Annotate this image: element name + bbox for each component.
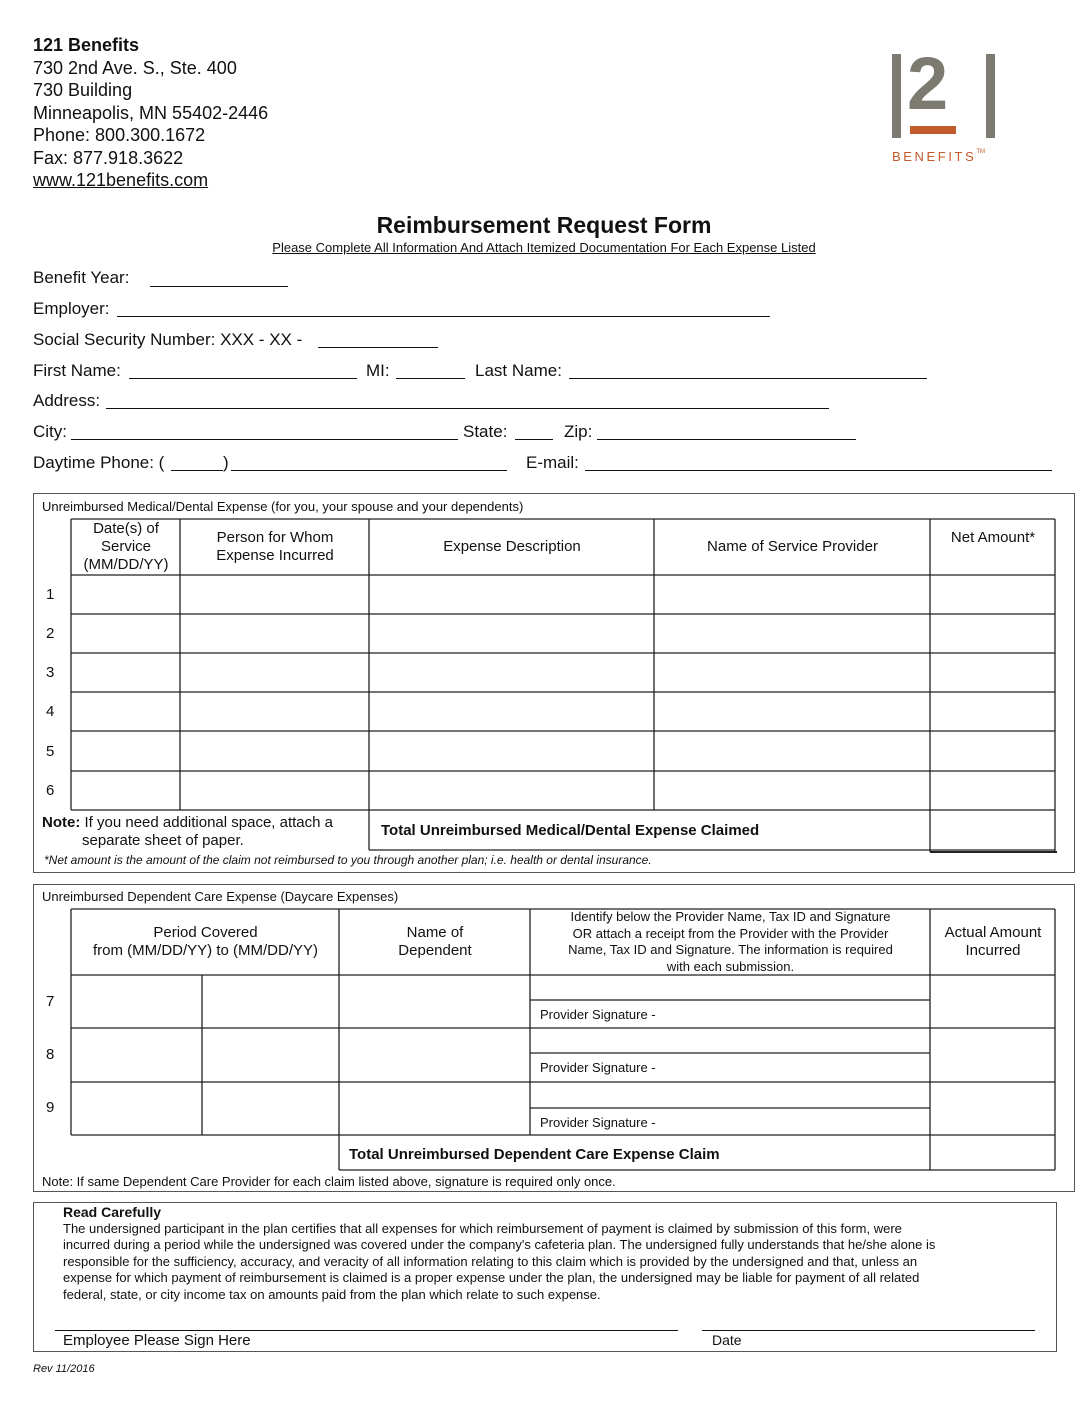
provider-signature-label: Provider Signature -: [540, 1115, 656, 1130]
row-number: 3: [46, 664, 55, 681]
medical-footnote: *Net amount is the amount of the claim not reimbursed to you through another plan; i.e. health or dental insurance.: [44, 853, 652, 867]
row-number: 2: [46, 625, 55, 642]
dependent-total-field[interactable]: [931, 1136, 1055, 1170]
header-dependent: Dependent: [398, 942, 472, 959]
benefit-year-label: Benefit Year:: [33, 268, 130, 287]
city-label: City:: [33, 422, 67, 441]
header-service-provider: Name of Service Provider: [707, 538, 878, 555]
row-number: 9: [46, 1099, 55, 1116]
medical-total-label: Total Unreimbursed Medical/Dental Expense Claimed: [381, 822, 760, 839]
medical-note-line2: separate sheet of paper.: [82, 832, 244, 849]
form-subtitle: Please Complete All Information And Attach Itemized Documentation For Each Expense Listed: [272, 240, 816, 255]
company-website-link[interactable]: www.121benefits.com: [33, 170, 209, 190]
row-number: 4: [46, 703, 55, 720]
certification-heading: Read Carefully: [63, 1204, 162, 1220]
header-person: Person for Whom Expense Incurred: [216, 529, 334, 564]
dependent-caption: Unreimbursed Dependent Care Expense (Daycare Expenses): [42, 889, 399, 904]
header-period-range: from (MM/DD/YY) to (MM/DD/YY): [93, 942, 318, 959]
logo-text: BENEFITS™: [892, 149, 986, 164]
address-label: Address:: [33, 391, 101, 410]
first-name-label: First Name:: [33, 361, 121, 380]
dependent-total-label: Total Unreimbursed Dependent Care Expense Claim: [349, 1146, 720, 1163]
address-line-1: 730 2nd Ave. S., Ste. 400: [33, 57, 237, 78]
dependent-note: Note: If same Dependent Care Provider for each claim listed above, signature is required only once.: [42, 1174, 616, 1189]
row-number: 6: [46, 782, 55, 799]
header-net-amount: Net Amount*: [950, 529, 1036, 546]
logo-mark: 2: [907, 42, 949, 125]
form-title: Reimbursement Request Form: [376, 212, 712, 238]
header-expense-description: Expense Description: [443, 538, 581, 555]
date-label: Date: [712, 1332, 742, 1348]
medical-caption: Unreimbursed Medical/Dental Expense (for you, your spouse and your dependents): [42, 499, 524, 514]
header-identify-provider: Identify below the Provider Name, Tax ID and Signature OR attach a receipt from the Provider with the Provider Name, Tax ID and Signature. The information is required with each submission.: [568, 909, 893, 974]
header-name-of: Name of: [406, 924, 464, 941]
date-field[interactable]: [702, 1330, 1035, 1331]
company-phone: Phone: 800.300.1672: [33, 125, 206, 145]
mi-label: MI:: [366, 361, 390, 380]
revision-label: Rev 11/2016: [33, 1363, 95, 1375]
company-fax: Fax: 877.918.3622: [33, 147, 184, 168]
header-incurred: Incurred: [965, 942, 1021, 959]
employee-sign-label: Employee Please Sign Here: [63, 1332, 251, 1349]
row-number: 7: [46, 993, 55, 1010]
employee-signature-field[interactable]: [55, 1330, 678, 1331]
zip-label: Zip:: [564, 422, 593, 441]
state-label: State:: [463, 422, 508, 441]
address-line-3: Minneapolis, MN 55402-2446: [33, 102, 269, 123]
provider-signature-label: Provider Signature -: [540, 1007, 656, 1022]
employer-label: Employer:: [33, 299, 110, 318]
company-name: 121 Benefits: [33, 35, 140, 55]
medical-note: Note: If you need additional space, attach a: [42, 814, 334, 831]
header-dates-of-service: Date(s) of Service (MM/DD/YY): [83, 520, 169, 573]
phone-close-paren: ): [223, 453, 229, 472]
row-number: 8: [46, 1046, 55, 1063]
email-label: E-mail:: [526, 453, 579, 472]
address-line-2: 730 Building: [33, 80, 133, 100]
row-number: 5: [46, 743, 55, 760]
provider-signature-label: Provider Signature -: [540, 1060, 656, 1075]
ssn-label: Social Security Number: XXX - XX -: [33, 330, 303, 349]
certification-text: The undersigned participant in the plan certifies that all expenses for which reimbursement of payment is claimed by submission of this form, were incurred during a period while the undersigned was covered under the company's cafeteria plan. The undersigned fully understands that he/she alone is responsible for the sufficiency, accuracy, and veracity of all information relating to this claim which is provided by the undersigned and that, unless an expense for which payment of reimbursement is claimed is a proper expense under the plan, the undersigned may be liable for payment of all related federal, state, or city income tax on amounts paid from the plan which relate to such expense.: [63, 1221, 936, 1302]
last-name-label: Last Name:: [475, 361, 562, 380]
phone-label: Daytime Phone: (: [33, 453, 165, 472]
header-actual-amount: Actual Amount: [944, 924, 1042, 941]
row-number: 1: [46, 586, 55, 603]
header-period-covered: Period Covered: [153, 924, 258, 941]
